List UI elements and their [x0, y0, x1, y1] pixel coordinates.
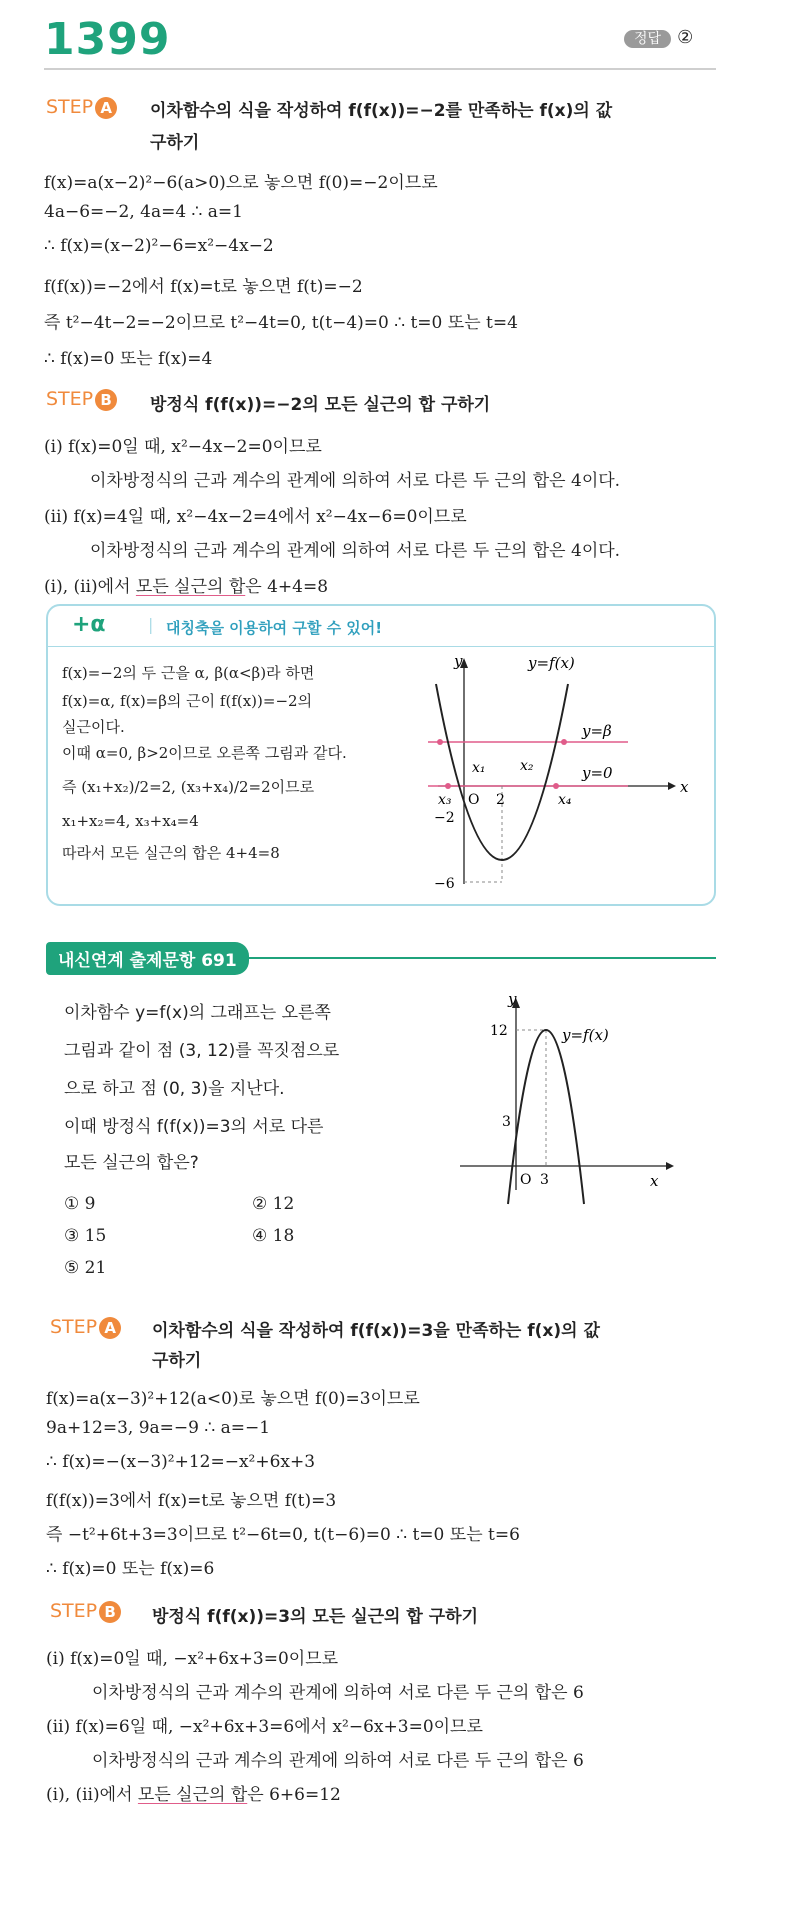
tip-line: f(x)=−2의 두 근을 α, β(α<β)라 하면 — [62, 664, 315, 682]
beta-line-label: y=β — [582, 722, 612, 740]
solution-conclusion-2: (ⅰ), (ⅱ)에서 모든 실근의 합은 6+6=12 — [46, 1785, 341, 1805]
problem-line: 으로 하고 점 (0, 3)을 지난다. — [64, 1079, 285, 1099]
solution-line: f(f(x))=3에서 f(x)=t로 놓으면 f(t)=3 — [46, 1491, 337, 1511]
solution-line: 즉 −t²+6t+3=3이므로 t²−6t=0, t(t−6)=0 ∴ t=0 또는 t=6 — [46, 1525, 520, 1545]
tick-m2-label: −2 — [434, 810, 455, 826]
solution-line: f(x)=a(x−3)²+12(a<0)로 놓으면 f(0)=3이므로 — [46, 1389, 420, 1409]
step-a-title: 이차함수의 식을 작성하여 f(f(x))=−2를 만족하는 f(x)의 값 — [150, 101, 613, 121]
tip-line: 따라서 모든 실근의 합은 4+4=8 — [62, 844, 280, 862]
step-b-title-2: 방정식 f(f(x))=3의 모든 실근의 합 구하기 — [152, 1607, 478, 1627]
choice-5[interactable]: ⑤ 21 — [64, 1258, 107, 1278]
plus-alpha-icon: +α — [72, 612, 106, 637]
solution-line: ∴ f(x)=−(x−3)²+12=−x²+6x+3 — [46, 1452, 316, 1472]
step-b-tag: STEP B — [46, 388, 117, 411]
step-a-title-2: 이차함수의 식을 작성하여 f(f(x))=3을 만족하는 f(x)의 값 — [152, 1321, 600, 1341]
tick-m6-label: −6 — [434, 876, 455, 892]
zero-line-label: y=0 — [582, 764, 613, 782]
tip-line: x₁+x₂=4, x₃+x₄=4 — [62, 812, 199, 830]
tip-line: f(x)=α, f(x)=β의 근이 f(f(x))=−2의 — [62, 692, 313, 710]
solution-conclusion: (ⅰ), (ⅱ)에서 모든 실근의 합은 4+4=8 — [44, 577, 329, 597]
solution-line: (ⅰ) f(x)=0일 때, x²−4x−2=0이므로 — [44, 437, 322, 457]
step-a-title-2-cont: 구하기 — [152, 1351, 202, 1371]
solution-line: ∴ f(x)=0 또는 f(x)=4 — [44, 349, 213, 369]
problem-tick-3y: 3 — [502, 1114, 511, 1130]
tip-line: 이때 α=0, β>2이므로 오른쪽 그림과 같다. — [62, 744, 347, 762]
choice-3[interactable]: ③ 15 — [64, 1226, 107, 1246]
problem-line: 그림과 같이 점 (3, 12)를 꼭짓점으로 — [64, 1041, 340, 1061]
x2-label: x₂ — [520, 758, 534, 774]
tip-box — [46, 604, 716, 906]
choice-1[interactable]: ① 9 — [64, 1194, 96, 1214]
problem-origin-label: O — [520, 1172, 532, 1188]
solution-line: (ⅱ) f(x)=6일 때, −x²+6x+3=6에서 x²−6x+3=0이므로 — [46, 1717, 483, 1737]
answer-badge: 정답 — [624, 30, 671, 48]
tip-graph — [428, 654, 718, 894]
problem-graph — [450, 990, 700, 1220]
solution-line: (ⅰ) f(x)=0일 때, −x²+6x+3=0이므로 — [46, 1649, 339, 1669]
tip-header — [48, 606, 714, 647]
tip-line: 실근이다. — [62, 718, 125, 736]
problem-curve-label: y=f(x) — [562, 1026, 609, 1044]
x4-label: x₄ — [558, 792, 572, 808]
choice-2[interactable]: ② 12 — [252, 1194, 295, 1214]
naesin-label: 내신연계 출제문항 691 — [46, 942, 249, 975]
solution-line: (ⅱ) f(x)=4일 때, x²−4x−2=4에서 x²−4x−6=0이므로 — [44, 507, 467, 527]
problem-line: 이차함수 y=f(x)의 그래프는 오른쪽 — [64, 1003, 331, 1023]
answer-value: ② — [677, 27, 694, 48]
solution-line: 이차방정식의 근과 계수의 관계에 의하여 서로 다른 두 근의 합은 6 — [92, 1683, 584, 1703]
step-a-tag: STEP A — [46, 96, 117, 119]
x1-label: x₁ — [472, 760, 486, 776]
tick-2-label: 2 — [496, 792, 505, 808]
solution-line: f(f(x))=−2에서 f(x)=t로 놓으면 f(t)=−2 — [44, 277, 363, 297]
solution-line: f(x)=a(x−2)²−6(a>0)으로 놓으면 f(0)=−2이므로 — [44, 173, 438, 193]
solution-line: 즉 t²−4t−2=−2이므로 t²−4t=0, t(t−4)=0 ∴ t=0 또는 t=4 — [44, 313, 518, 333]
x-axis-label: x — [680, 778, 689, 796]
problem-line: 모든 실근의 합은? — [64, 1153, 199, 1173]
step-a-tag-2: STEP A — [50, 1316, 121, 1339]
y-axis-label: y — [454, 654, 463, 670]
solution-line: 9a+12=3, 9a=−9 ∴ a=−1 — [46, 1418, 271, 1438]
solution-line: 이차방정식의 근과 계수의 관계에 의하여 서로 다른 두 근의 합은 4이다. — [90, 541, 621, 561]
problem-tick-12: 12 — [490, 1023, 508, 1039]
problem-x-axis-label: x — [650, 1172, 659, 1190]
solution-line: ∴ f(x)=0 또는 f(x)=6 — [46, 1559, 215, 1579]
problem-y-axis-label: y — [508, 990, 517, 1008]
tip-title: 대칭축을 이용하여 구할 수 있어! — [166, 619, 383, 637]
choice-4[interactable]: ④ 18 — [252, 1226, 295, 1246]
step-b-tag-2: STEP B — [50, 1600, 121, 1623]
solution-line: 4a−6=−2, 4a=4 ∴ a=1 — [44, 202, 243, 222]
problem-number: 1399 — [44, 14, 171, 65]
parabola-curve — [436, 684, 568, 860]
problem-line: 이때 방정식 f(f(x))=3의 서로 다른 — [64, 1117, 324, 1137]
x3-label: x₃ — [438, 792, 452, 808]
curve-label: y=f(x) — [528, 654, 575, 672]
origin-label: O — [468, 792, 480, 808]
solution-line: 이차방정식의 근과 계수의 관계에 의하여 서로 다른 두 근의 합은 6 — [92, 1751, 584, 1771]
tip-line: 즉 (x₁+x₂)/2=2, (x₃+x₄)/2=2이므로 — [62, 778, 315, 796]
step-b-title: 방정식 f(f(x))=−2의 모든 실근의 합 구하기 — [150, 395, 491, 415]
problem-tick-3x: 3 — [540, 1172, 549, 1188]
header-divider — [44, 68, 716, 70]
solution-line: ∴ f(x)=(x−2)²−6=x²−4x−2 — [44, 236, 274, 256]
tip-separator: | — [148, 615, 154, 634]
solution-line: 이차방정식의 근과 계수의 관계에 의하여 서로 다른 두 근의 합은 4이다. — [90, 471, 621, 491]
step-a-title-cont: 구하기 — [150, 133, 200, 153]
answer-area — [624, 26, 693, 48]
